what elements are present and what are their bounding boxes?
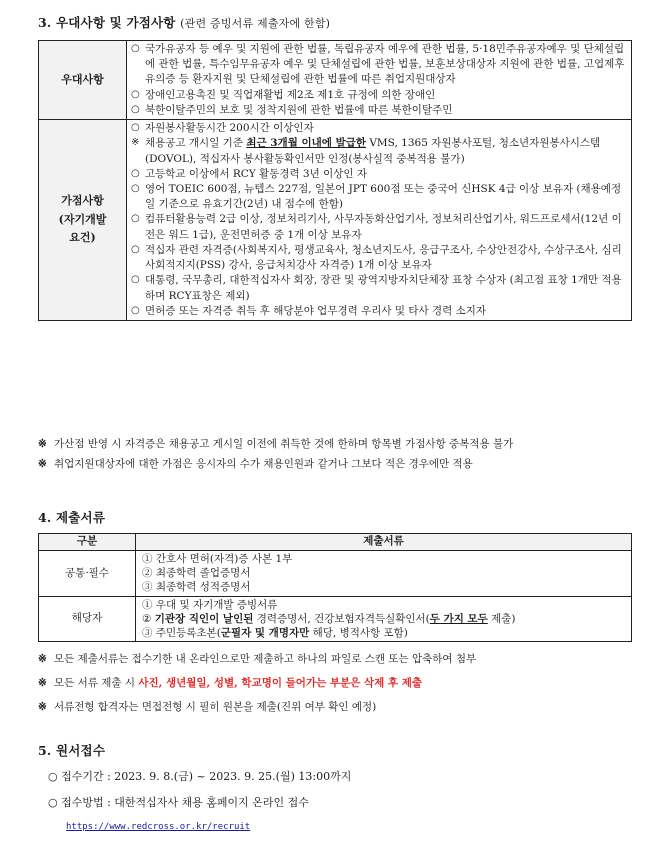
item-text: 고등학교 이상에서 RCY 활동경력 3년 이상인 자 xyxy=(145,167,368,180)
bonus-item xyxy=(131,273,625,303)
item-marker: ○ xyxy=(131,122,140,134)
bonus-content xyxy=(127,120,632,321)
document-line: ② 최종학력 졸업증명서 xyxy=(142,567,251,580)
section-4-notes xyxy=(38,652,638,721)
bonus-item xyxy=(131,182,625,212)
preference-content xyxy=(127,41,632,120)
preference-label: 우대사항 xyxy=(39,41,127,120)
note-marker: ※ xyxy=(38,701,47,714)
documents-header-row xyxy=(39,534,632,551)
documents-table xyxy=(38,533,632,642)
document-line xyxy=(142,612,625,626)
doc-text-bold: 기관장 직인이 날인된 xyxy=(154,612,254,625)
item-marker: ○ xyxy=(131,213,140,225)
section-5-title: 5. 원서접수 xyxy=(38,743,106,758)
preference-item xyxy=(131,42,625,88)
item-marker: ○ xyxy=(131,274,140,286)
row-documents xyxy=(136,551,632,597)
item-text xyxy=(145,136,625,166)
item-text: 자원봉사활동시간 200시간 이상인자 xyxy=(145,122,314,135)
item-text-highlight: 최근 3개월 이내에 발급한 xyxy=(246,137,367,150)
item-text: 북한이탈주민의 보호 및 정착지원에 관한 법률에 따른 북한이탈주민 xyxy=(145,103,453,116)
item-marker: ○ xyxy=(131,304,140,316)
note-marker: ※ xyxy=(38,438,47,450)
item-text: 국가유공자 등 예우 및 지원에 관한 법률, 독립유공자 예우에 관한 법률, 5·18민주유공자예우 및 단체설립에 관한 법률, 특수임무유공자 예우 및 단체설립에 관한 법률, 보훈보상대상자 지원에 관한 법률, 고엽제후유의증 등 환자지원 및 단체설립에 관한 법률에 따른 취업지원대상자 xyxy=(145,43,625,86)
bonus-item xyxy=(131,167,625,182)
doc-text-bold: 군필자 및 개명자만 xyxy=(220,626,310,639)
note-marker: ※ xyxy=(38,653,47,665)
item-marker: ○ xyxy=(131,88,140,100)
note xyxy=(38,457,638,472)
item-text: 컴퓨터활용능력 2급 이상, 정보처리기사, 사무자동화산업기사, 정보처리산업기사, 워드프로세서(12년 이전은 워드 1급), 운전면허증 중 1개 이상 보유자 xyxy=(145,213,622,241)
section-3-title xyxy=(38,14,330,32)
document-line: ① 간호사 면허(자격)증 사본 1부 xyxy=(142,553,293,565)
preference-item xyxy=(131,88,625,103)
recruit-link[interactable]: https://www.redcross.or.kr/recruit xyxy=(66,822,251,832)
item-text-pre: 채용공고 개시일 기준 xyxy=(145,137,247,150)
note-text-pre: 모든 서류 제출 시 xyxy=(54,677,139,690)
row-category: 공통·필수 xyxy=(39,551,136,597)
bonus-note-item xyxy=(131,136,625,166)
doc-text: ② xyxy=(142,612,155,625)
bonus-row xyxy=(39,120,632,321)
note-text: 서류전형 합격자는 면접전형 시 필히 원본을 제출(진위 여부 확인 예정) xyxy=(54,701,377,714)
item-text-post: VMS, 1365 자원봉사포털, 청소년자원봉사시스템(DOVOL), 적십자사 봉사활동확인서만 인정(봉사실적 중복적용 불가) xyxy=(145,137,601,165)
note xyxy=(38,676,638,691)
note-marker: ※ xyxy=(38,458,47,471)
item-text: 대통령, 국무총리, 대한적십자사 회장, 장관 및 광역지방자치단체장 표창 수상자 (최고점 표창 1개만 적용하며 RCY표창은 제외) xyxy=(145,274,622,302)
document-line xyxy=(142,626,625,640)
doc-text: 경력증명서, 건강보험자격득실확인서( xyxy=(253,612,430,625)
bonus-item xyxy=(131,304,625,319)
section-3-notes xyxy=(38,437,638,477)
preference-item xyxy=(131,103,625,118)
section-4-title: 4. 제출서류 xyxy=(38,510,106,525)
note-text: 가산점 반영 시 자격증은 채용공고 게시일 이전에 취득한 것에 한하며 항목별 가점사항 중복적용 불가 xyxy=(54,438,514,450)
doc-text: ③ 주민등록초본( xyxy=(142,626,221,639)
row-category: 해당자 xyxy=(39,596,136,642)
header-documents: 제출서류 xyxy=(136,534,632,551)
item-marker: ○ xyxy=(131,182,140,194)
note-text: 모든 제출서류는 접수기한 내 온라인으로만 제출하고 하나의 파일로 스캔 또는 압축하여 첨부 xyxy=(54,653,477,665)
note xyxy=(38,652,638,667)
bonus-item xyxy=(131,212,625,242)
note xyxy=(38,700,638,715)
item-marker: ○ xyxy=(131,103,140,115)
section-3-heading: 3. 우대사항 및 가점사항 xyxy=(38,15,176,30)
documents-row xyxy=(39,551,632,597)
doc-text-underline: 두 가지 모두 xyxy=(429,612,488,625)
note-text xyxy=(54,676,638,691)
item-marker: ○ xyxy=(131,167,140,179)
item-text: 영어 TOEIC 600점, 뉴텝스 227점, 일본어 JPT 600점 또는 중국어 신HSK 4급 이상 보유자 (채용예정일 기준으로 유효기간(2년) 내 점수에 한함) xyxy=(145,182,622,211)
document-line: ③ 최종학력 성적증명서 xyxy=(142,581,251,594)
note-text-red: 사진, 생년월일, 성별, 학교명이 들어가는 부분은 삭제 후 제출 xyxy=(138,677,423,690)
documents-row xyxy=(39,596,632,642)
bonus-item xyxy=(131,121,625,136)
bonus-item xyxy=(131,243,625,273)
application-method: ○ 접수방법 : 대한적십자사 채용 홈페이지 온라인 접수 xyxy=(48,796,309,809)
document-line: ① 우대 및 자기개발 증빙서류 xyxy=(142,598,278,611)
note-text: 취업지원대상자에 대한 가점은 응시자의 수가 채용인원과 같거나 그보다 적은 경우에만 적용 xyxy=(54,458,473,471)
application-period: ○ 접수기간 : 2023. 9. 8.(금) ~ 2023. 9. 25.(월) 13:00까지 xyxy=(48,770,352,783)
note-marker: ※ xyxy=(38,677,47,690)
preference-row xyxy=(39,41,632,120)
section-3-subtitle: (관련 증빙서류 제출자에 한함) xyxy=(180,17,331,30)
bonus-label: 가점사항 (자기개발 요건) xyxy=(39,120,127,321)
item-text: 면허증 또는 자격증 취득 후 해당분야 업무경력 우리사 및 타사 경력 소지자 xyxy=(145,304,487,317)
doc-text: 제출) xyxy=(487,612,516,625)
item-text: 적십자 관련 자격증(사회복지사, 평생교육사, 청소년지도사, 응급구조사, 수상안전강사, 수상구조사, 심리사회적지지(PSS) 강사, 응급처치강사 자격증) 1개 이상 보유자 xyxy=(145,243,622,272)
doc-text: 해당, 병적사항 포함) xyxy=(309,626,408,639)
header-category: 구분 xyxy=(39,534,136,551)
preference-table xyxy=(38,40,632,321)
note xyxy=(38,437,638,452)
item-marker: ※ xyxy=(131,137,140,149)
row-documents xyxy=(136,596,632,642)
item-marker: ○ xyxy=(131,243,140,255)
item-text: 장애인고용촉진 및 직업재활법 제2조 제1호 규정에 의한 장애인 xyxy=(145,88,436,101)
item-marker: ○ xyxy=(131,43,140,54)
